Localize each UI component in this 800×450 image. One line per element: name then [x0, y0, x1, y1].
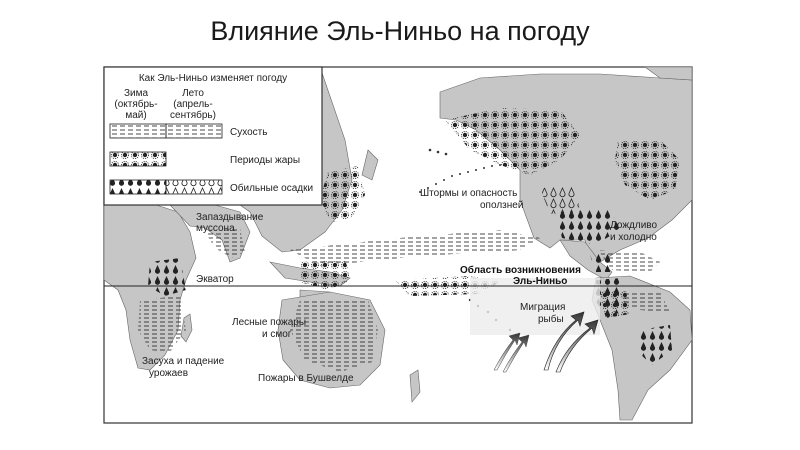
label-fires-2: и смог — [262, 329, 292, 340]
label-bushfires: Пожары в Бушвелде — [258, 373, 354, 384]
label-origin-2: Эль-Ниньо — [513, 276, 568, 287]
slide-title: Влияние Эль-Ниньо на погоду — [210, 16, 590, 46]
label-rainy-2: и холодно — [610, 232, 657, 243]
legend-winter-line2: (октябрь- — [114, 99, 158, 110]
legend-swatch-dryness — [110, 124, 222, 138]
label-drought-1: Засуха и падение — [142, 356, 225, 367]
legend-label-dryness: Сухость — [230, 127, 268, 138]
legend-winter-line1: Зима — [123, 88, 149, 99]
legend-swatch-heat — [110, 152, 166, 166]
label-fish-1: Миграция — [520, 302, 566, 313]
label-drought-2: урожаев — [149, 368, 189, 379]
label-origin-1: Область возникновения — [460, 265, 581, 276]
label-storms-2: оползней — [480, 200, 524, 211]
legend-summer-line2: (апрель- — [173, 99, 213, 110]
label-monsoon-1: Запаздывание — [196, 212, 264, 223]
legend-swatch-rain — [110, 180, 222, 194]
legend-winter-line3: май) — [125, 110, 147, 121]
label-monsoon-2: муссона — [196, 223, 235, 234]
legend-heading: Как Эль-Ниньо изменяет погоду — [138, 73, 288, 84]
legend — [104, 67, 322, 205]
legend-label-rain: Обильные осадки — [230, 183, 314, 194]
label-storms-1: Штормы и опасность — [420, 188, 518, 199]
legend-summer-line3: сентябрь) — [170, 110, 216, 121]
legend-label-heat: Периоды жары — [230, 155, 301, 166]
label-fires-1: Лесные пожары — [232, 317, 307, 328]
label-equator: Экватор — [196, 274, 234, 285]
legend-summer-line1: Лето — [182, 88, 204, 99]
label-rainy-1: Дождливо — [610, 220, 658, 231]
label-fish-2: рыбы — [538, 314, 564, 325]
